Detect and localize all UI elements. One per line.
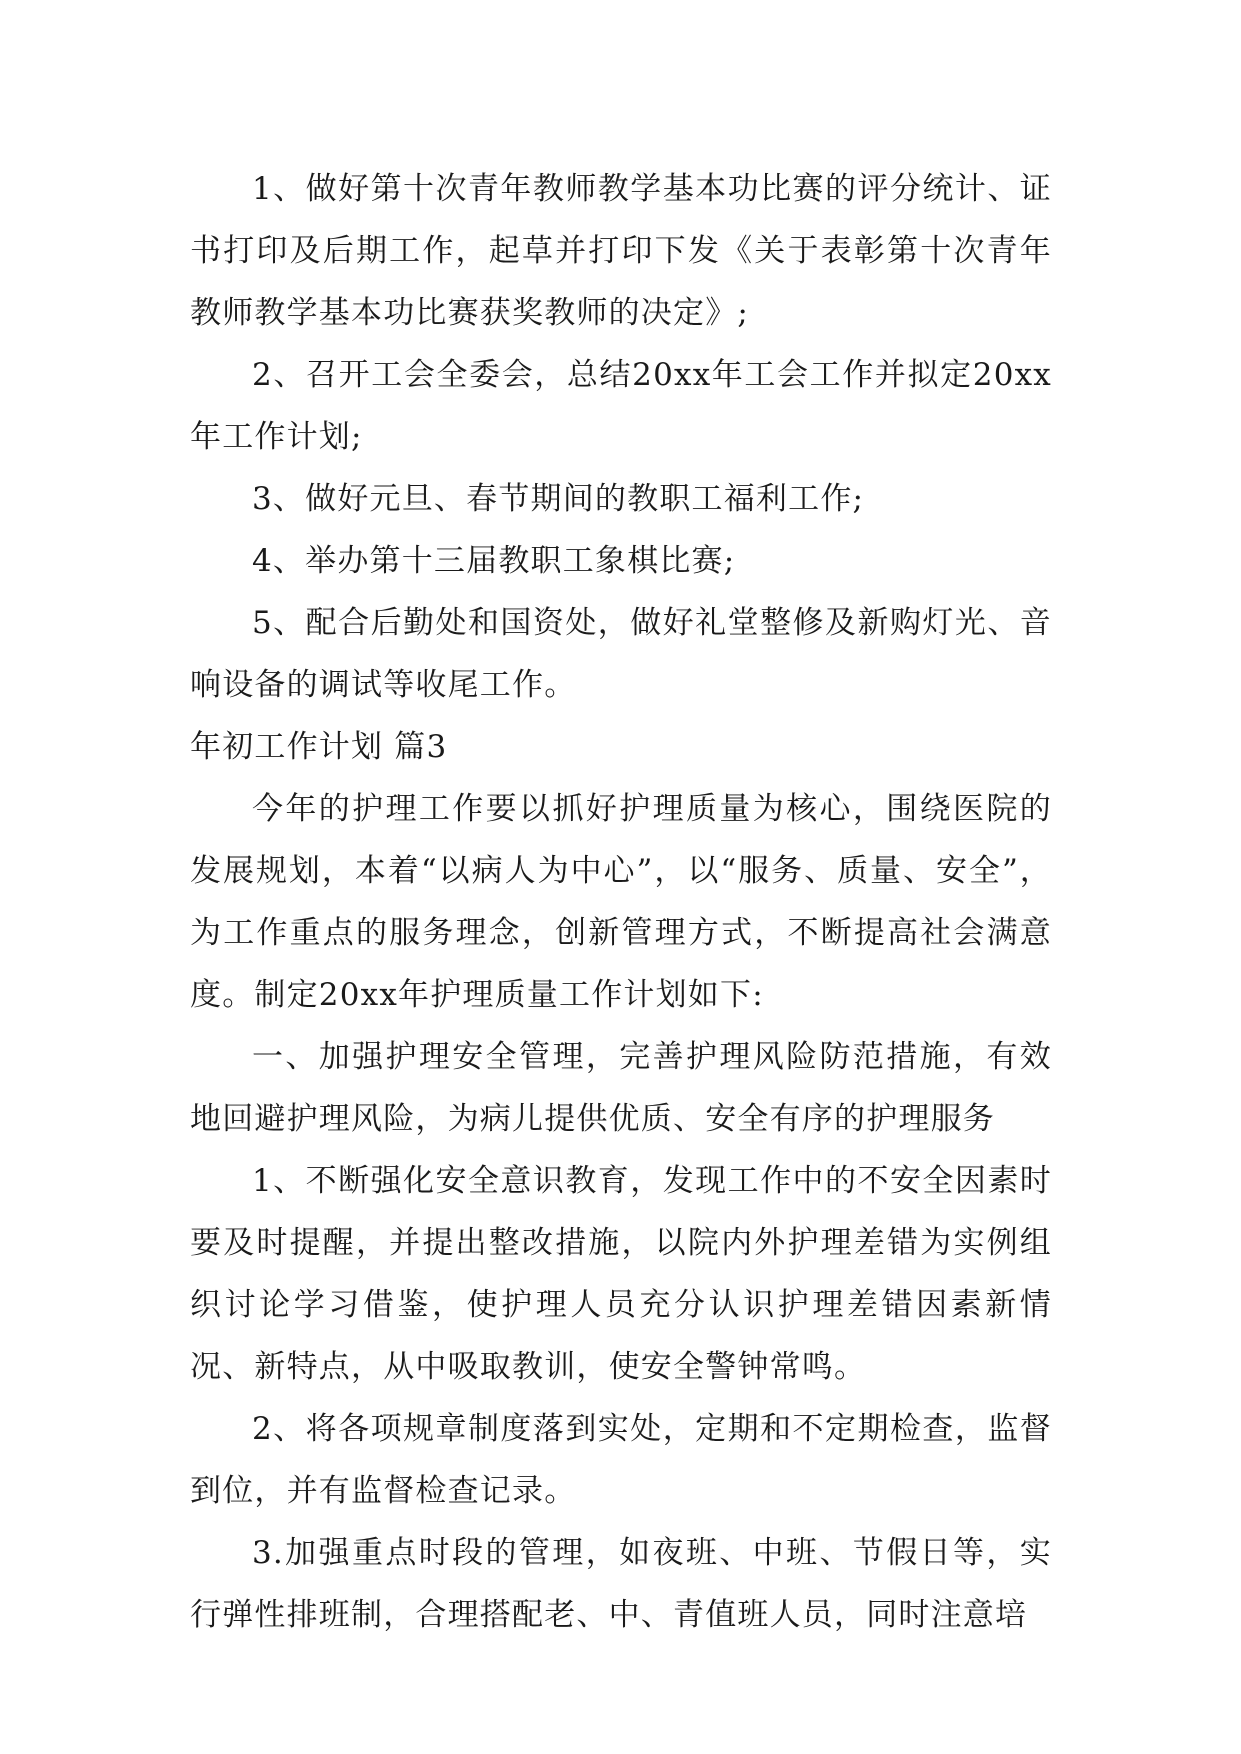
section-heading: 年初工作计划 篇3: [190, 729, 448, 765]
document-body: [190, 158, 1052, 1646]
section-intro-paragraph: 今年的护理工作要以抓好护理质量为核心，围绕医院的发展规划，本着“以病人为中心”，以“服务、质量、安全”，为工作重点的服务理念，创新管理方式，不断提高社会满意度。制定20xx年护理质量工作计划如下:: [190, 791, 1052, 1013]
paragraph-item-3: 3、做好元旦、春节期间的教职工福利工作;: [252, 481, 865, 517]
paragraph-item-4: 4、举办第十三届教职工象棋比赛;: [252, 543, 736, 579]
section-item-2: 2、将各项规章制度落到实处，定期和不定期检查，监督到位，并有监督检查记录。: [190, 1411, 1052, 1509]
paragraph-item-2: 2、召开工会全委会，总结20xx年工会工作并拟定20xx年工作计划;: [190, 357, 1052, 455]
section-subheading-paragraph: 一、加强护理安全管理，完善护理风险防范措施，有效地回避护理风险，为病儿提供优质、安全有序的护理服务: [190, 1039, 1052, 1137]
paragraph-item-1: 1、做好第十次青年教师教学基本功比赛的评分统计、证书打印及后期工作，起草并打印下发《关于表彰第十次青年教师教学基本功比赛获奖教师的决定》;: [190, 171, 1052, 331]
section-item-1: 1、不断强化安全意识教育，发现工作中的不安全因素时要及时提醒，并提出整改措施，以院内外护理差错为实例组织讨论学习借鉴，使护理人员充分认识护理差错因素新情况、新特点，从中吸取教训，使安全警钟常鸣。: [190, 1163, 1052, 1385]
paragraph-item-5: 5、配合后勤处和国资处，做好礼堂整修及新购灯光、音响设备的调试等收尾工作。: [190, 605, 1052, 703]
section-item-3: 3.加强重点时段的管理，如夜班、中班、节假日等，实行弹性排班制，合理搭配老、中、青值班人员，同时注意培: [190, 1535, 1052, 1633]
